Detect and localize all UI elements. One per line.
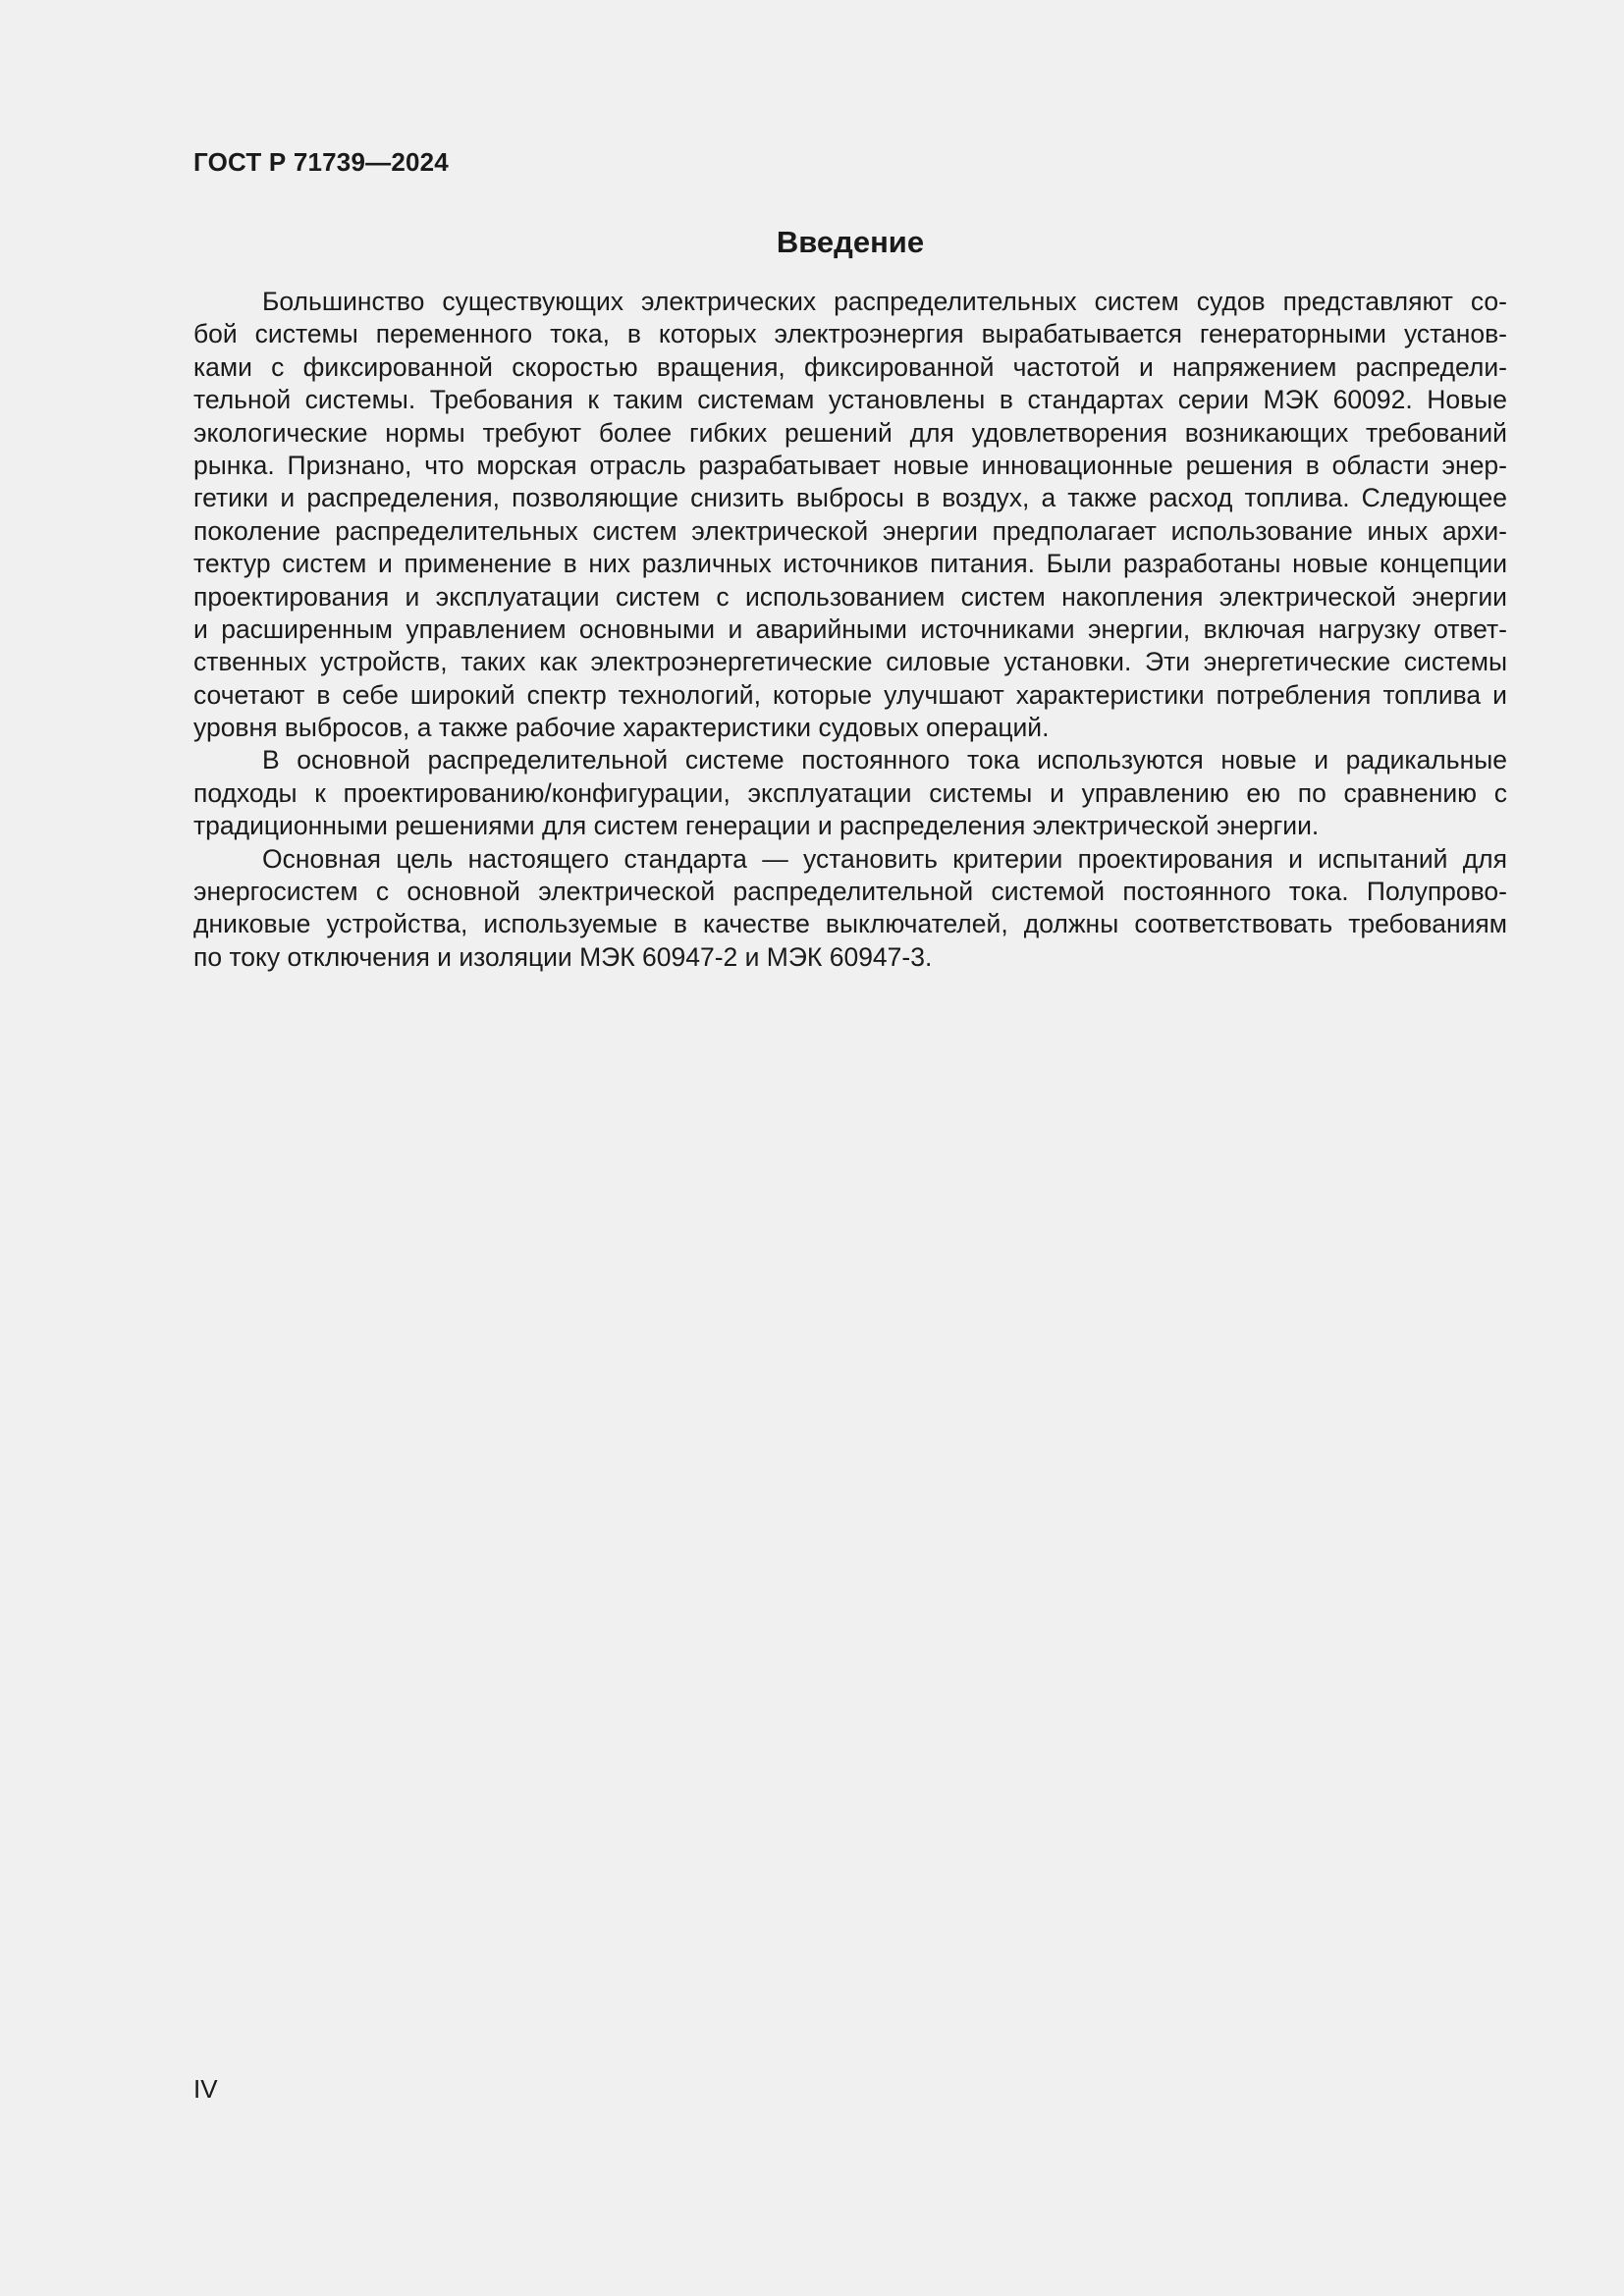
text-line: поколение распределительных систем электрической энергии предполагает использование иных архи-	[193, 515, 1507, 546]
text-line: энергосистем с основной электрической распределительной системой постоянного тока. Полупрово-	[193, 877, 1507, 907]
text-line: сочетают в себе широкий спектр технологий, которые улучшают характеристики потребления топлива и	[193, 679, 1507, 710]
document-code: ГОСТ Р 71739—2024	[193, 147, 449, 177]
text-line: тельной системы. Требования к таким системам установлены в стандартах серии МЭК 60092. Новые	[193, 385, 1507, 415]
text-line: традиционными решениями для систем генерации и распределения электрической энергии.	[193, 811, 1320, 841]
text-line: В основной распределительной системе постоянного тока используются новые и радикальные	[262, 745, 1507, 775]
text-line: ственных устройств, таких как электроэнергетические силовые установки. Эти энергетические системы	[193, 647, 1507, 677]
paragraph	[193, 286, 1507, 744]
text-line: рынка. Признано, что морская отрасль разрабатывает новые инновационные решения в области энер-	[193, 450, 1507, 480]
text-line: Основная цель настоящего стандарта — установить критерии проектирования и испытаний для	[262, 843, 1507, 874]
text-line: гетики и распределения, позволяющие снизить выбросы в воздух, а также расход топлива. Следующее	[193, 483, 1507, 513]
paragraph	[193, 843, 1507, 975]
text-line: по току отключения и изоляции МЭК 60947-2 и МЭК 60947-3.	[193, 941, 933, 972]
text-line: бой системы переменного тока, в которых электроэнергия вырабатывается генераторными установ-	[193, 319, 1507, 349]
text-line: уровня выбросов, а также рабочие характеристики судовых операций.	[193, 713, 1050, 743]
text-line: экологические нормы требуют более гибких решений для удовлетворения возникающих требований	[193, 417, 1507, 448]
section-title: Введение	[776, 225, 925, 259]
text-line: подходы к проектированию/конфигурации, эксплуатации системы и управлению ею по сравнению с	[193, 777, 1507, 808]
text-line: проектирования и эксплуатации систем с использованием систем накопления электрической энергии	[193, 581, 1507, 612]
page-number: IV	[193, 2074, 218, 2104]
body-text	[193, 286, 1507, 974]
text-line: и расширенным управлением основными и аварийными источниками энергии, включая нагрузку ответ-	[193, 614, 1507, 644]
text-line: ками с фиксированной скоростью вращения, фиксированной частотой и напряжением распредели-	[193, 351, 1507, 382]
text-line: тектур систем и применение в них различных источников питания. Были разработаны новые концепции	[193, 549, 1507, 579]
text-line: дниковые устройства, используемые в качестве выключателей, должны соответствовать требованиям	[193, 909, 1507, 939]
paragraph	[193, 744, 1507, 842]
text-line: Большинство существующих электрических распределительных систем судов представляют со-	[262, 287, 1507, 316]
